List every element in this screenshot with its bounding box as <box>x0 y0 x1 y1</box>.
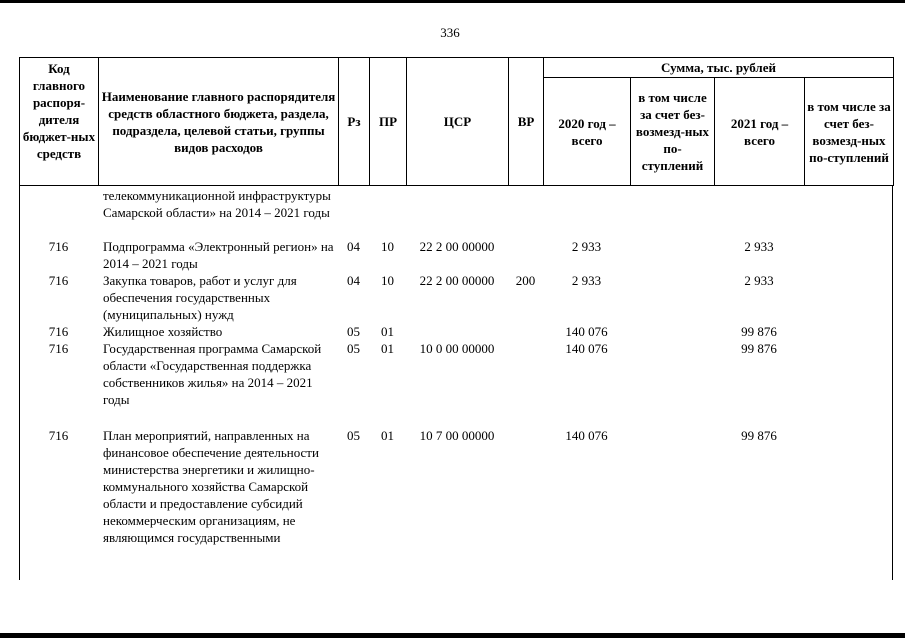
row-name: Подпрограмма «Электронный регион» на 2014 – 2021 годы <box>103 239 334 271</box>
row-vr: 200 <box>515 273 536 288</box>
row-code: 716 <box>48 273 69 288</box>
header-2020-gratuitous: в том числе за счет без-возмезд-ных по-ступлений <box>631 78 715 186</box>
header-2021-total: 2021 год – всего <box>715 78 805 186</box>
row-rz: 05 <box>347 428 360 443</box>
header-vr: ВР <box>509 58 544 186</box>
header-name: Наименование главного распорядителя средств областного бюджета, раздела, подраздела, целевой статьи, группы видов расходов <box>99 58 339 186</box>
row-rz: 04 <box>347 273 360 288</box>
row-csr: 22 2 00 00000 <box>419 273 495 288</box>
row-pr: 01 <box>381 428 394 443</box>
row-sum-2021: 99 876 <box>741 324 777 339</box>
row-name: телекоммуникационной инфраструктуры Самарской области» на 2014 – 2021 годы <box>103 188 331 220</box>
row-sum-2020: 2 933 <box>571 273 602 288</box>
row-csr: 10 7 00 00000 <box>419 428 495 443</box>
row-code: 716 <box>48 324 69 339</box>
row-code: 716 <box>48 428 69 443</box>
header-2020-total: 2020 год – всего <box>544 78 631 186</box>
row-code: 716 <box>48 341 69 356</box>
row-pr: 01 <box>381 324 394 339</box>
row-sum-2020: 2 933 <box>571 239 602 254</box>
row-sum-2020: 140 076 <box>565 341 608 356</box>
row-pr: 10 <box>381 239 394 254</box>
row-rz: 04 <box>347 239 360 254</box>
header-rz: Рз <box>339 58 370 186</box>
row-sum-2021: 2 933 <box>744 273 774 288</box>
header-sum-group: Сумма, тыс. рублей <box>544 58 894 78</box>
row-sum-2021: 99 876 <box>741 428 777 443</box>
row-name: Государственная программа Самарской области «Государственная поддержка собственников жилья» на 2014 – 2021 годы <box>103 341 322 407</box>
row-sum-2020: 140 076 <box>565 324 608 339</box>
row-name: План мероприятий, направленных на финансовое обеспечение деятельности министерства энергетики и жилищно-коммунального хозяйства Самарской области и предоставление субсидий некоммерческим организациям, не являющимся государственными <box>103 428 319 545</box>
row-sum-2021: 99 876 <box>741 341 777 356</box>
row-name: Закупка товаров, работ и услуг для обеспечения государственных (муниципальных) нужд <box>103 273 297 322</box>
header-pr: ПР <box>370 58 407 186</box>
row-code: 716 <box>48 239 69 254</box>
row-rz: 05 <box>347 324 360 339</box>
row-pr: 10 <box>381 273 394 288</box>
page-bottom-edge <box>0 633 905 638</box>
header-2021-gratuitous: в том числе за счет без-возмезд-ных по-ступлений <box>805 78 894 186</box>
row-rz: 05 <box>347 341 360 356</box>
row-sum-2020: 140 076 <box>565 428 608 443</box>
row-csr: 22 2 00 00000 <box>419 239 495 254</box>
header-code: Код главного распоря-дителя бюджет-ных средств <box>20 58 99 186</box>
page-number: 336 <box>440 25 460 40</box>
row-pr: 01 <box>381 341 394 356</box>
row-sum-2021: 2 933 <box>744 239 774 254</box>
row-csr: 10 0 00 00000 <box>419 341 495 356</box>
column-divider <box>892 185 893 580</box>
header-csr: ЦСР <box>407 58 509 186</box>
row-name: Жилищное хозяйство <box>103 324 223 339</box>
